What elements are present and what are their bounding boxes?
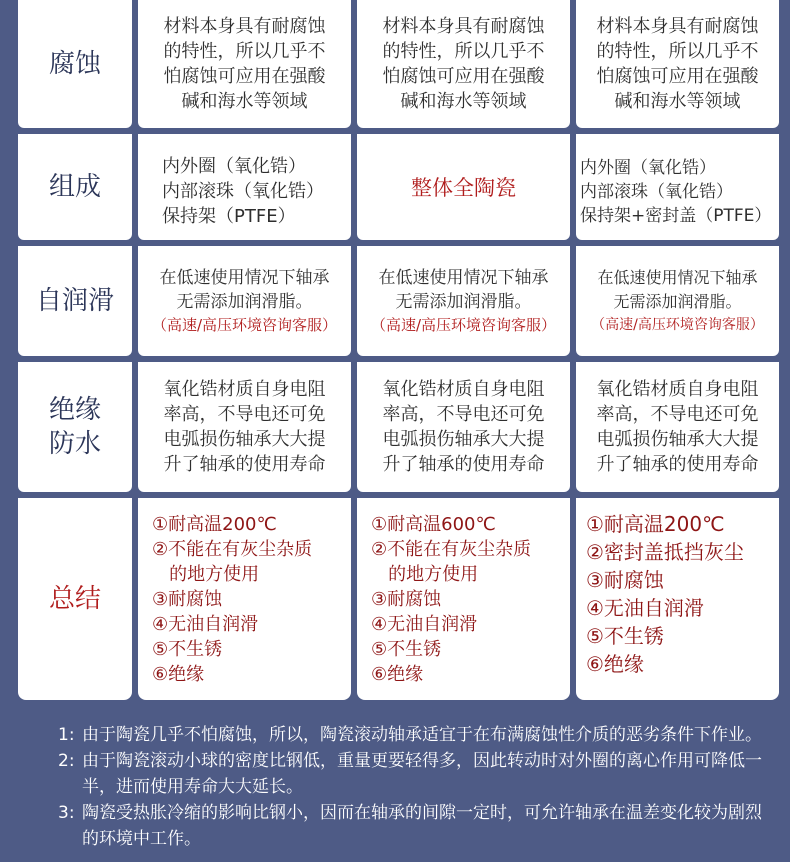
lubrication-col2-note: （高速/高压环境咨询客服） [370,316,557,334]
lubrication-col1-note: （高速/高压环境咨询客服） [151,316,338,334]
corrosion-col2: 材料本身具有耐腐蚀 的特性，所以几乎不 怕腐蚀可应用在强酸 碱和海水等领域 [357,0,570,128]
summary-col1-item: ④无油自润滑 [152,614,259,635]
lubrication-col1-text: 在低速使用情况下轴承 无需添加润滑脂。 [159,268,330,312]
summary-col2-item: 的地方使用 [371,564,479,585]
summary-col1-item: 的地方使用 [152,564,260,585]
composition-col3: 内外圈（氧化锆） 内部滚珠（氧化锆） 保持架+密封盖（PTFE） [576,134,779,240]
note-number: 3: [58,803,75,823]
summary-col1-item: ③耐腐蚀 [152,589,223,610]
note-item [58,800,778,852]
corrosion-col3: 材料本身具有耐腐蚀 的特性，所以几乎不 怕腐蚀可应用在强酸 碱和海水等领域 [576,0,779,128]
row-label-insulation: 绝缘 防水 [18,362,132,492]
lubrication-col1 [138,246,351,356]
row-label-composition: 组成 [18,134,132,240]
insulation-col2: 氧化锆材质自身电阻 率高，不导电还可免 电弧损伤轴承大大提 升了轴承的使用寿命 [357,362,570,492]
summary-col3 [576,498,779,700]
lubrication-col2 [357,246,570,356]
summary-col2-item: ③耐腐蚀 [371,589,442,610]
notes-section [58,722,778,852]
summary-col2-item: ①耐高温600℃ [371,514,496,535]
summary-col2-item: ⑤不生锈 [371,639,442,660]
summary-col3-item: ⑥绝缘 [586,652,644,676]
lubrication-col3-text: 在低速使用情况下轴承 无需添加润滑脂。 [597,268,758,311]
summary-col3-item: ②密封盖抵挡灰尘 [586,540,744,564]
note-text: 陶瓷受热胀冷缩的影响比钢小，因而在轴承的间隙一定时，可允许轴承在温差变化较为剧烈的环境中工作。 [82,803,762,849]
note-number: 1: [58,725,75,745]
note-item [58,722,778,748]
lubrication-col2-text: 在低速使用情况下轴承 无需添加润滑脂。 [378,268,549,312]
summary-col3-item: ①耐高温200℃ [586,512,725,536]
summary-col2 [357,498,570,700]
note-item [58,748,778,800]
composition-col2-text: 整体全陶瓷 [411,176,516,200]
summary-col2-item: ②不能在有灰尘杂质 [371,539,532,560]
summary-col3-item: ④无油自润滑 [586,596,704,620]
summary-col2-item: ⑥绝缘 [371,664,424,685]
row-label-corrosion: 腐蚀 [18,0,132,128]
lubrication-col3 [576,246,779,356]
summary-col1-item: ②不能在有灰尘杂质 [152,539,313,560]
composition-col1: 内外圈（氧化锆） 内部滚珠（氧化锆） 保持架（PTFE） [138,134,351,240]
insulation-col3: 氧化锆材质自身电阻 率高，不导电还可免 电弧损伤轴承大大提 升了轴承的使用寿命 [576,362,779,492]
insulation-col1: 氧化锆材质自身电阻 率高，不导电还可免 电弧损伤轴承大大提 升了轴承的使用寿命 [138,362,351,492]
note-number: 2: [58,751,75,771]
summary-col1-item: ①耐高温200℃ [152,514,277,535]
corrosion-col1: 材料本身具有耐腐蚀 的特性，所以几乎不 怕腐蚀可应用在强酸 碱和海水等领域 [138,0,351,128]
lubrication-col3-note: （高速/高压环境咨询客服） [591,317,764,333]
composition-col2 [357,134,570,240]
summary-col1-item: ⑤不生锈 [152,639,223,660]
row-label-lubrication: 自润滑 [18,246,132,356]
note-text: 由于陶瓷滚动小球的密度比钢低，重量更要轻得多，因此转动时对外圈的离心作用可降低一半，进而使用寿命大大延长。 [82,751,762,797]
summary-col1 [138,498,351,700]
summary-col3-item: ⑤不生锈 [586,624,664,648]
summary-col2-item: ④无油自润滑 [371,614,478,635]
summary-col1-item: ⑥绝缘 [152,664,205,685]
note-text: 由于陶瓷几乎不怕腐蚀，所以，陶瓷滚动轴承适宜于在布满腐蚀性介质的恶劣条件下作业。 [82,725,762,745]
summary-col3-item: ③耐腐蚀 [586,568,664,592]
row-label-summary: 总结 [18,498,132,700]
